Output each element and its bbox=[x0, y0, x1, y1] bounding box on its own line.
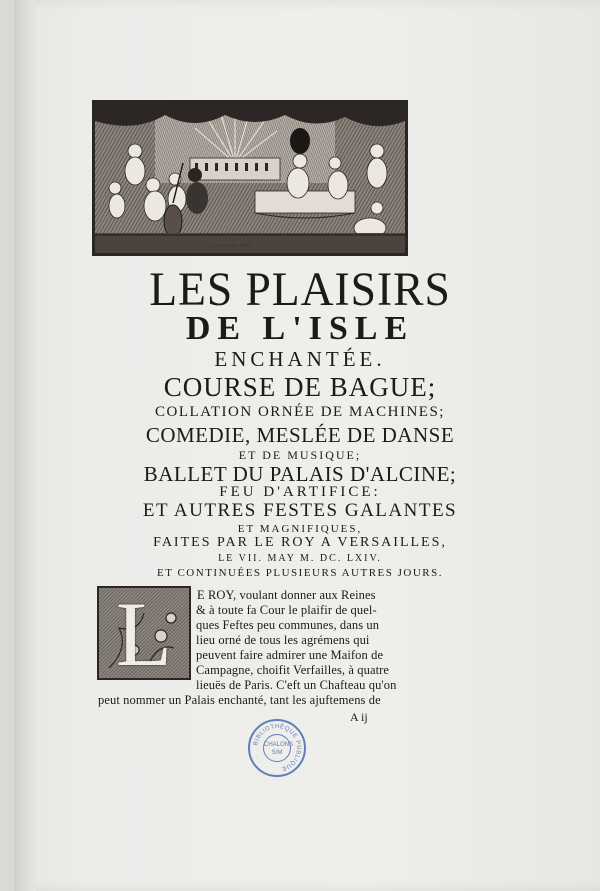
title-line-12: FAITES PAR LE ROY A VERSAILLES, bbox=[153, 535, 447, 550]
body-line-5: peuvent faire admirer une Maifon de bbox=[196, 648, 384, 662]
title-line-5: COLLATION ORNÉE DE MACHINES; bbox=[155, 404, 445, 420]
stamp-center bbox=[263, 734, 294, 762]
title-line-3: ENCHANTÉE. bbox=[214, 347, 386, 371]
body-line-1: E ROY, voulant donner aux Reines bbox=[197, 588, 376, 602]
drop-cap-illustration bbox=[97, 586, 191, 680]
title-line-6: COMEDIE, MESLÉE DE DANSE bbox=[145, 423, 455, 447]
library-stamp bbox=[248, 719, 306, 777]
body-line-2: & à toute fa Cour le plaifir de quel- bbox=[196, 603, 377, 617]
body-line-6: Campagne, choifit Verfailles, à quatre bbox=[196, 663, 390, 677]
title-line-7: ET DE MUSIQUE; bbox=[238, 448, 362, 462]
drop-cap-letter: L bbox=[115, 586, 173, 680]
title-line-9: FEU D'ARTIFICE: bbox=[219, 484, 381, 500]
stamp-center-line-1: CHALONS bbox=[264, 742, 294, 748]
title-line-8: BALLET DU PALAIS D'ALCINE; bbox=[143, 462, 457, 486]
title-line-14: ET CONTINUÉES PLUSIEURS AUTRES JOURS. bbox=[156, 567, 444, 579]
stamp-ring-text: BIBLIOTHÈQUE PUBLIQUE bbox=[253, 723, 302, 772]
title-line-10: ET AUTRES FESTES GALANTES bbox=[142, 500, 458, 521]
body-line-3: ques Feftes peu communes, dans un bbox=[196, 618, 380, 632]
title-line-1: LES PLAISIRS bbox=[149, 263, 451, 316]
body-line-7: lieuës de Paris. C'eft un Chafteau qu'on bbox=[196, 678, 397, 692]
title-line-4: COURSE DE BAGUE; bbox=[163, 372, 437, 402]
engraver-signature: I. Silvestre fec. 1664 bbox=[210, 244, 251, 249]
title-line-13: LE VII. MAY M. DC. LXIV. bbox=[218, 553, 382, 564]
body-line-8: peut nommer un Palais enchanté, tant les ajuftemens de bbox=[98, 693, 381, 707]
body-line-4: lieu orné de tous les agrémens qui bbox=[196, 633, 370, 647]
headpiece-engraving bbox=[92, 100, 408, 256]
title-line-11: ET MAGNIFIQUES, bbox=[237, 523, 363, 535]
title-line-2: DE L'ISLE bbox=[185, 310, 415, 347]
stamp-center-line-2: S/M bbox=[271, 750, 283, 756]
signature-mark: A ij bbox=[350, 710, 368, 724]
